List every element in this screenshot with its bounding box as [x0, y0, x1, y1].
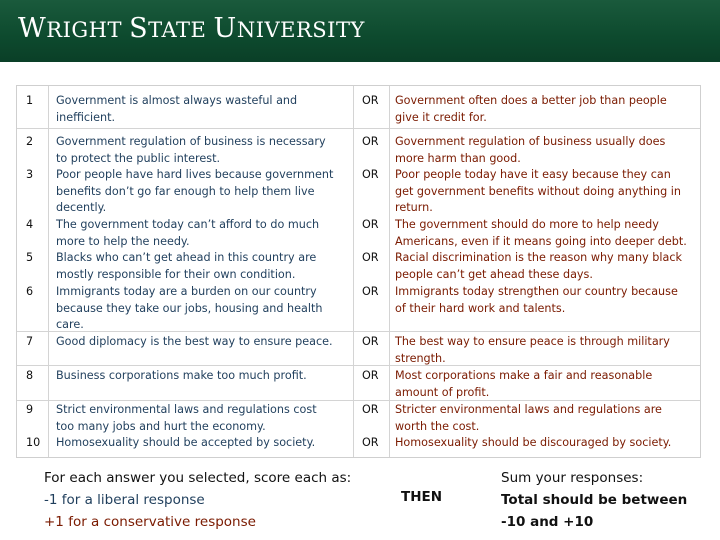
row-number: 1 [26, 94, 34, 107]
statement-line: give it credit for. [395, 110, 487, 124]
row-number: 3 [26, 168, 34, 181]
statement-line: because they take our jobs, housing and health [56, 301, 323, 315]
statement-line: Government is almost always wasteful and [56, 94, 298, 107]
instruction-text: For each answer you selected, score each as: [44, 470, 352, 486]
statement-line: Americans, even if it means going into deeper debt. [395, 234, 687, 248]
statement-line: benefits don’t go far enough to help them live [56, 184, 315, 198]
or-label: OR [362, 403, 379, 416]
statement-line: The government should do more to help needy [395, 218, 659, 231]
or-label: OR [362, 168, 379, 181]
row-number: 5 [26, 251, 34, 264]
scoring-instructions [44, 467, 351, 533]
statement-line: Immigrants today strengthen our country because [395, 285, 678, 298]
column-divider [48, 86, 49, 457]
liberal-statement [56, 93, 297, 126]
liberal-statement [56, 334, 333, 351]
statement-line: Racial discrimination is the reason why many black [395, 251, 682, 264]
conservative-statement [395, 217, 687, 250]
statement-line: Government regulation of business is necessary [56, 135, 326, 148]
conservative-statement [395, 167, 681, 217]
statement-line: care. [56, 318, 84, 331]
statement-line: Homosexuality should be discouraged by society. [395, 436, 672, 449]
statement-line: more to help the needy. [56, 234, 190, 248]
row-number: 2 [26, 135, 34, 148]
liberal-statement [56, 435, 315, 452]
liberal-statement [56, 402, 317, 435]
statement-line: get government benefits without doing anything in [395, 184, 681, 198]
statement-line: Good diplomacy is the best way to ensure peace. [56, 335, 333, 348]
total-range-line1: Total should be between [501, 492, 688, 508]
conservative-statement [395, 134, 665, 167]
conservative-statement [395, 93, 667, 126]
statement-line: Business corporations make too much profit. [56, 369, 307, 382]
statement-line: Homosexuality should be accepted by society. [56, 436, 316, 449]
statement-line: Poor people today have it easy because they can [395, 168, 671, 181]
statement-line: inefficient. [56, 110, 116, 124]
statement-line: people can’t get ahead these days. [395, 267, 593, 281]
conservative-statement [395, 435, 671, 452]
or-label: OR [362, 135, 379, 148]
or-label: OR [362, 436, 379, 449]
or-label: OR [362, 218, 379, 231]
column-divider [389, 86, 390, 457]
statement-line: Most corporations make a fair and reasonable [395, 369, 653, 382]
then-label: THEN [401, 489, 443, 505]
row-number: 7 [26, 335, 34, 348]
conservative-statement [395, 284, 678, 317]
statement-line: to protect the public interest. [56, 151, 221, 165]
statement-line: amount of profit. [395, 385, 490, 399]
university-logo: WRIGHT STATE UNIVERSITY [18, 13, 365, 44]
questionnaire-table [16, 85, 701, 458]
header-banner [0, 0, 720, 62]
statement-line: of their hard work and talents. [395, 301, 566, 315]
total-range-line2: -10 and +10 [501, 514, 594, 530]
statement-line: strength. [395, 351, 446, 365]
or-label: OR [362, 251, 379, 264]
statement-line: Strict environmental laws and regulations cost [56, 403, 317, 416]
row-number: 6 [26, 285, 34, 298]
sum-instructions [501, 467, 687, 533]
conservative-score-text: +1 for a conservative response [44, 514, 256, 530]
liberal-statement [56, 250, 316, 283]
statement-line: Immigrants today are a burden on our country [56, 285, 317, 298]
or-label: OR [362, 335, 379, 348]
statement-line: return. [395, 201, 433, 214]
column-divider [353, 86, 354, 457]
row-number: 8 [26, 369, 34, 382]
row-divider [17, 128, 700, 129]
conservative-statement [395, 334, 670, 367]
liberal-statement [56, 284, 322, 334]
conservative-statement [395, 250, 682, 283]
statement-line: Blacks who can’t get ahead in this country are [56, 251, 317, 264]
statement-line: Government regulation of business usually does [395, 135, 666, 148]
statement-line: The government today can’t afford to do much [56, 218, 320, 231]
or-label: OR [362, 94, 379, 107]
conservative-statement [395, 368, 652, 401]
liberal-statement [56, 217, 319, 250]
statement-line: more harm than good. [395, 151, 521, 165]
statement-line: mostly responsible for their own condition. [56, 267, 296, 281]
conservative-statement [395, 402, 662, 435]
sum-label: Sum your responses: [501, 470, 644, 486]
row-number: 9 [26, 403, 34, 416]
liberal-score-text: -1 for a liberal response [44, 492, 205, 508]
statement-line: Poor people have hard lives because government [56, 168, 334, 181]
liberal-statement [56, 368, 307, 385]
statement-line: Government often does a better job than people [395, 94, 667, 107]
statement-line: too many jobs and hurt the economy. [56, 419, 266, 433]
statement-line: The best way to ensure peace is through military [395, 335, 670, 348]
row-number: 4 [26, 218, 34, 231]
statement-line: decently. [56, 201, 107, 214]
liberal-statement [56, 167, 333, 217]
statement-line: Stricter environmental laws and regulations are [395, 403, 662, 416]
row-number: 10 [26, 436, 41, 449]
liberal-statement [56, 134, 326, 167]
or-label: OR [362, 369, 379, 382]
statement-line: worth the cost. [395, 419, 480, 433]
or-label: OR [362, 285, 379, 298]
